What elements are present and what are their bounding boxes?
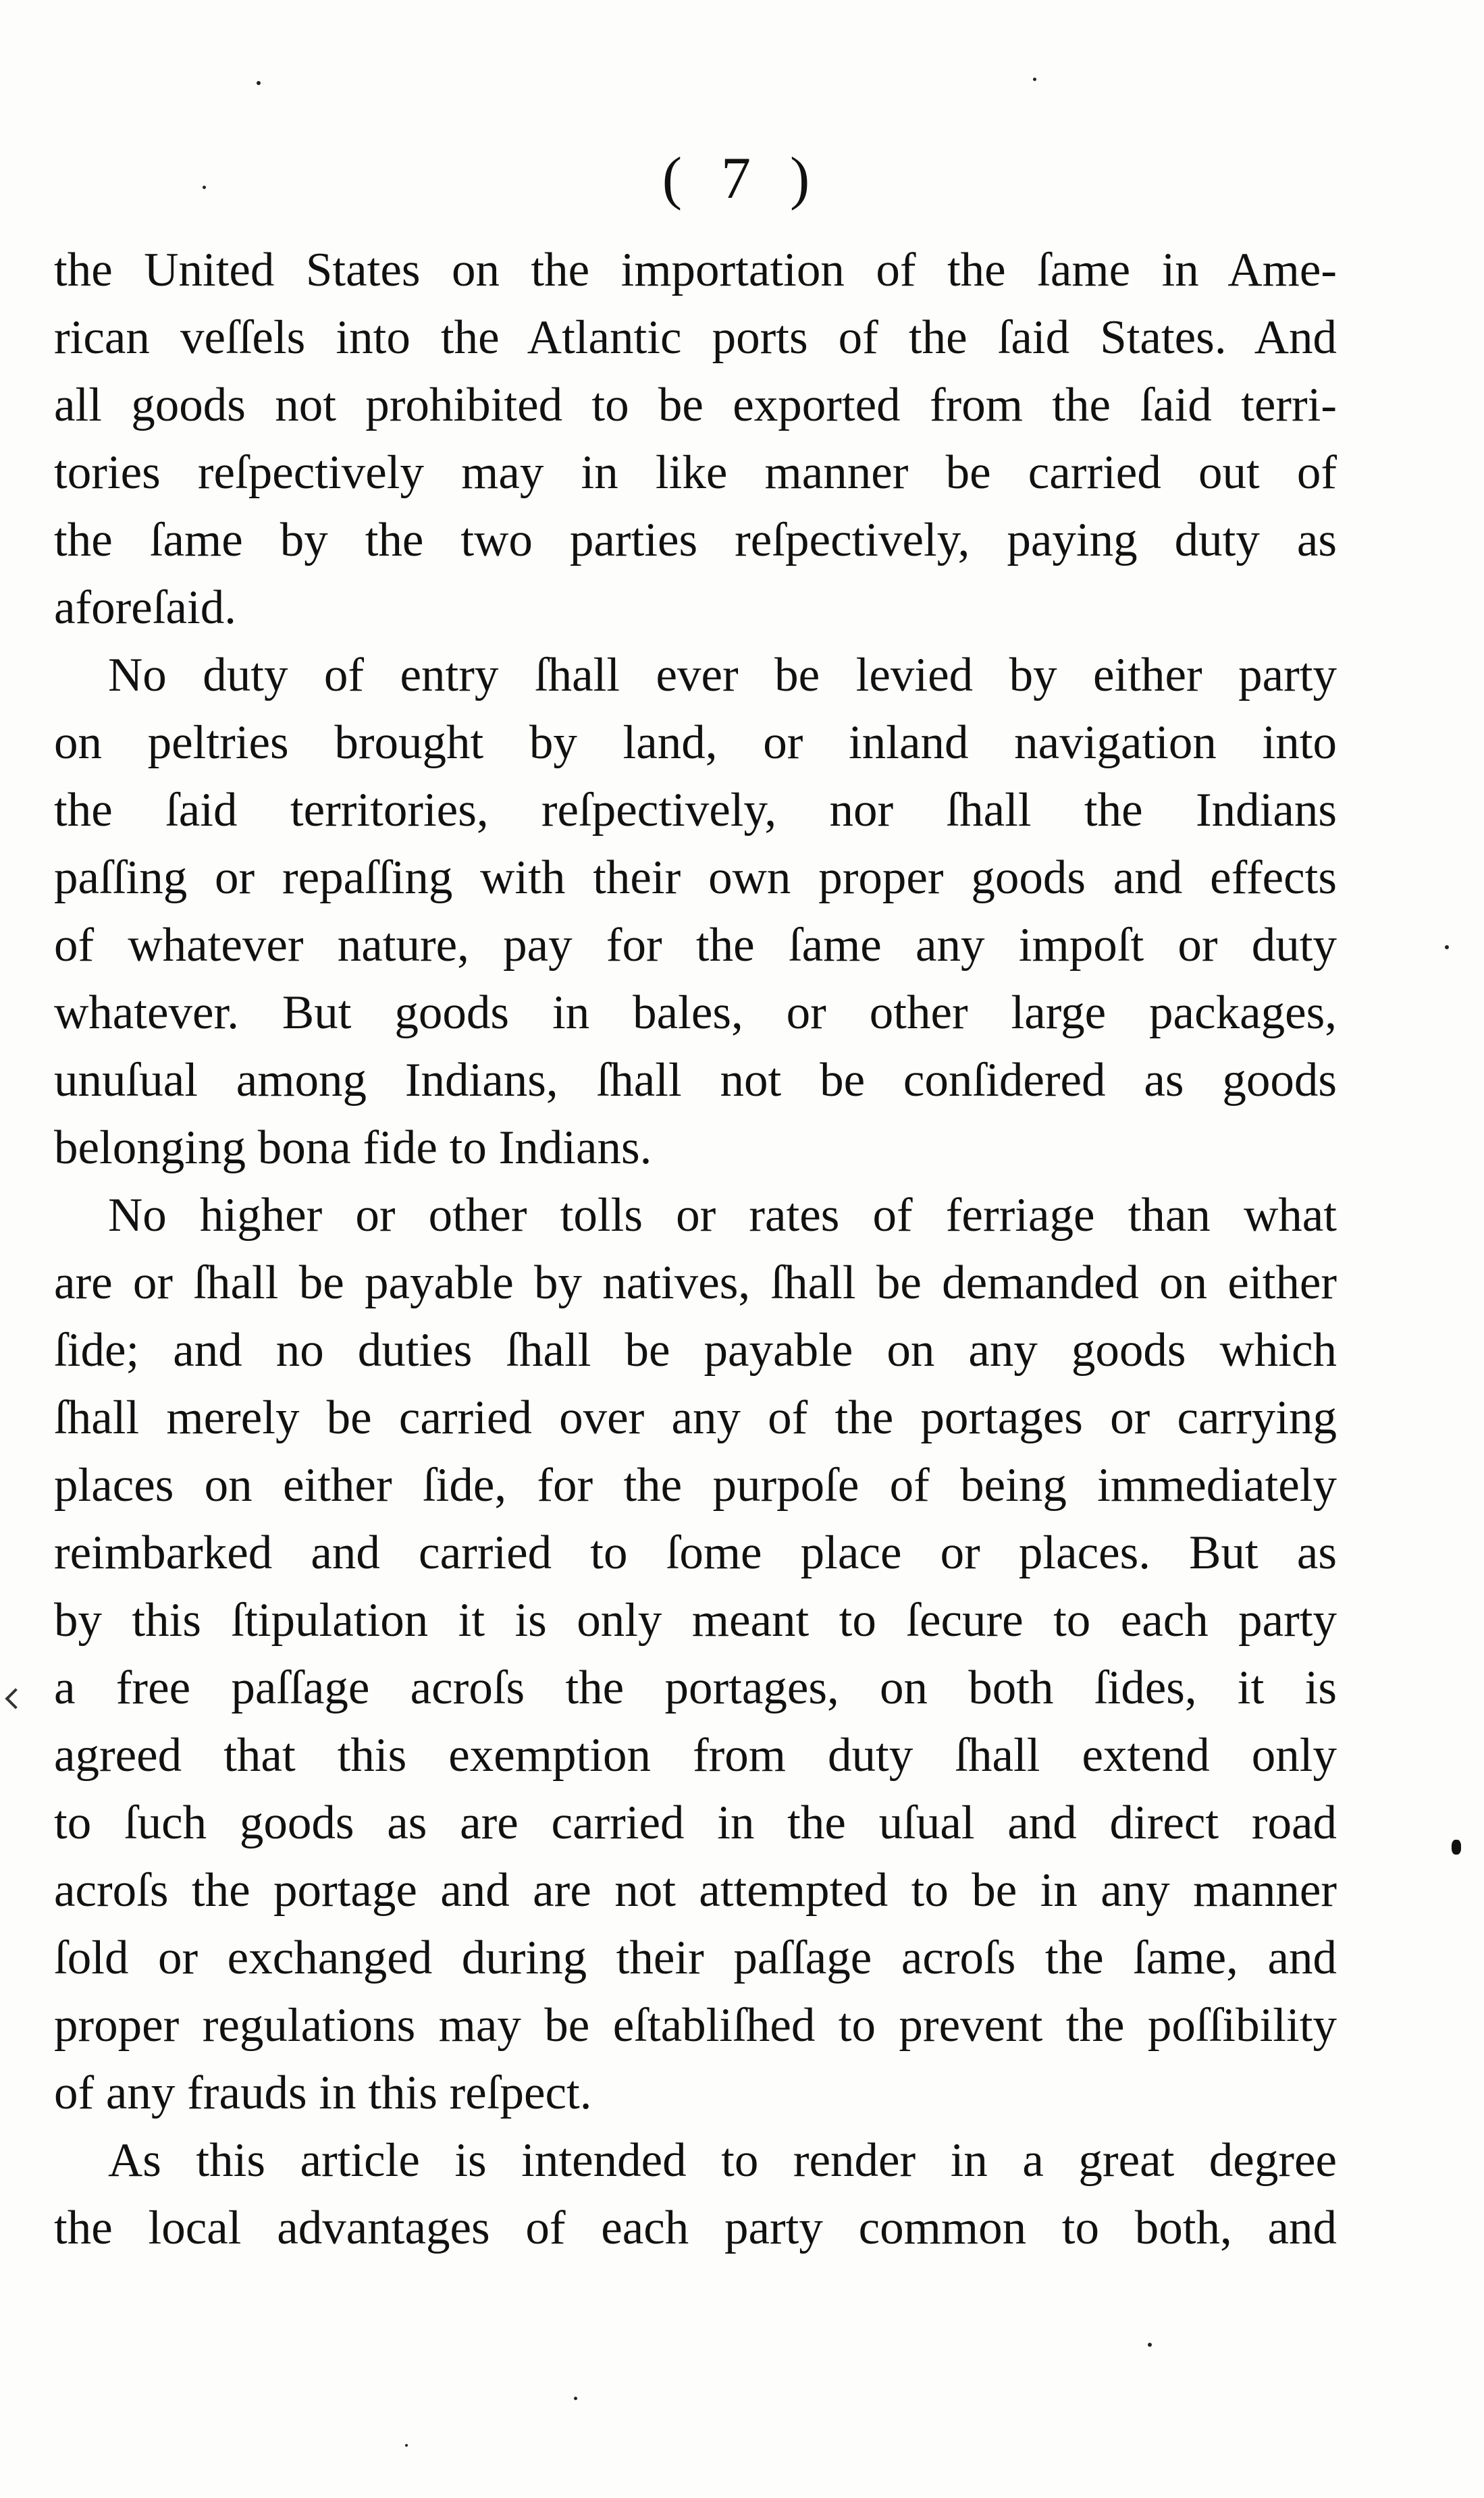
text-line: aforeſaid. [54, 581, 237, 634]
text-line: places on either ſide, for the purpoſe of being immediately [54, 1459, 1337, 1512]
ink-speck [1445, 945, 1449, 949]
text-line: proper regulations may be eſtabliſhed to prevent the poſſibility [54, 1999, 1337, 2052]
text-line: of whatever nature, pay for the ſame any impoſt or duty [54, 919, 1337, 972]
text-line: reimbarked and carried to ſome place or places. But as [54, 1526, 1337, 1579]
text-line: the local advantages of each party common to both, and [54, 2202, 1337, 2254]
text-line: tories reſpectively may in like manner be carried out of [54, 446, 1337, 499]
text-line: ſold or exchanged during their paſſage acroſs the ſame, and [54, 1932, 1337, 1984]
text-line: to ſuch goods as are carried in the uſual and direct road [54, 1797, 1337, 1849]
text-line: belonging bona fide to Indians. [54, 1121, 652, 1174]
text-line: ſide; and no duties ſhall be payable on any goods which [54, 1324, 1337, 1377]
ink-speck [257, 81, 261, 85]
ink-speck [1148, 2343, 1152, 2347]
text-line: rican veſſels into the Atlantic ports of the ſaid States. And [54, 311, 1337, 364]
text-line: the United States on the importation of the ſame in Ame- [54, 244, 1337, 296]
margin-ink-mark [5, 1688, 26, 1709]
text-line: paſſing or repaſſing with their own proper goods and effects [54, 851, 1337, 904]
paragraph-start-line: No duty of entry ſhall ever be levied by either party [108, 649, 1337, 701]
body-text [54, 236, 1337, 2262]
text-line: acroſs the portage and are not attempted to be in any manner [54, 1864, 1337, 1917]
page-number-header: ( 7 ) [662, 146, 822, 211]
ink-speck [203, 186, 206, 189]
ink-blot-mark [1452, 1840, 1461, 1855]
text-line: ſhall merely be carried over any of the portages or carrying [54, 1391, 1337, 1444]
text-line: are or ſhall be payable by natives, ſhall be demanded on either [54, 1256, 1337, 1309]
text-line: agreed that this exemption from duty ſhall extend only [54, 1729, 1337, 1782]
text-line: all goods not prohibited to be exported from the ſaid terri- [54, 379, 1337, 431]
text-line: a free paſſage acroſs the portages, on both ſides, it is [54, 1662, 1337, 1714]
ink-speck [574, 2397, 577, 2400]
paragraph-start-line: As this article is intended to render in a great degree [108, 2134, 1337, 2187]
text-line: unuſual among Indians, ſhall not be conſidered as goods [54, 1054, 1337, 1107]
ink-speck [405, 2444, 408, 2447]
text-line: the ſaid territories, reſpectively, nor ſhall the Indians [54, 784, 1337, 836]
ink-speck [1033, 78, 1036, 81]
text-line: on peltries brought by land, or inland navigation into [54, 716, 1337, 769]
text-line: by this ſtipulation it is only meant to ſecure to each party [54, 1594, 1337, 1647]
text-line: of any frauds in this reſpect. [54, 2067, 592, 2119]
text-line: whatever. But goods in bales, or other large packages, [54, 986, 1337, 1039]
paragraph-start-line: No higher or other tolls or rates of ferriage than what [108, 1189, 1337, 1242]
text-line: the ſame by the two parties reſpectively, paying duty as [54, 514, 1337, 566]
